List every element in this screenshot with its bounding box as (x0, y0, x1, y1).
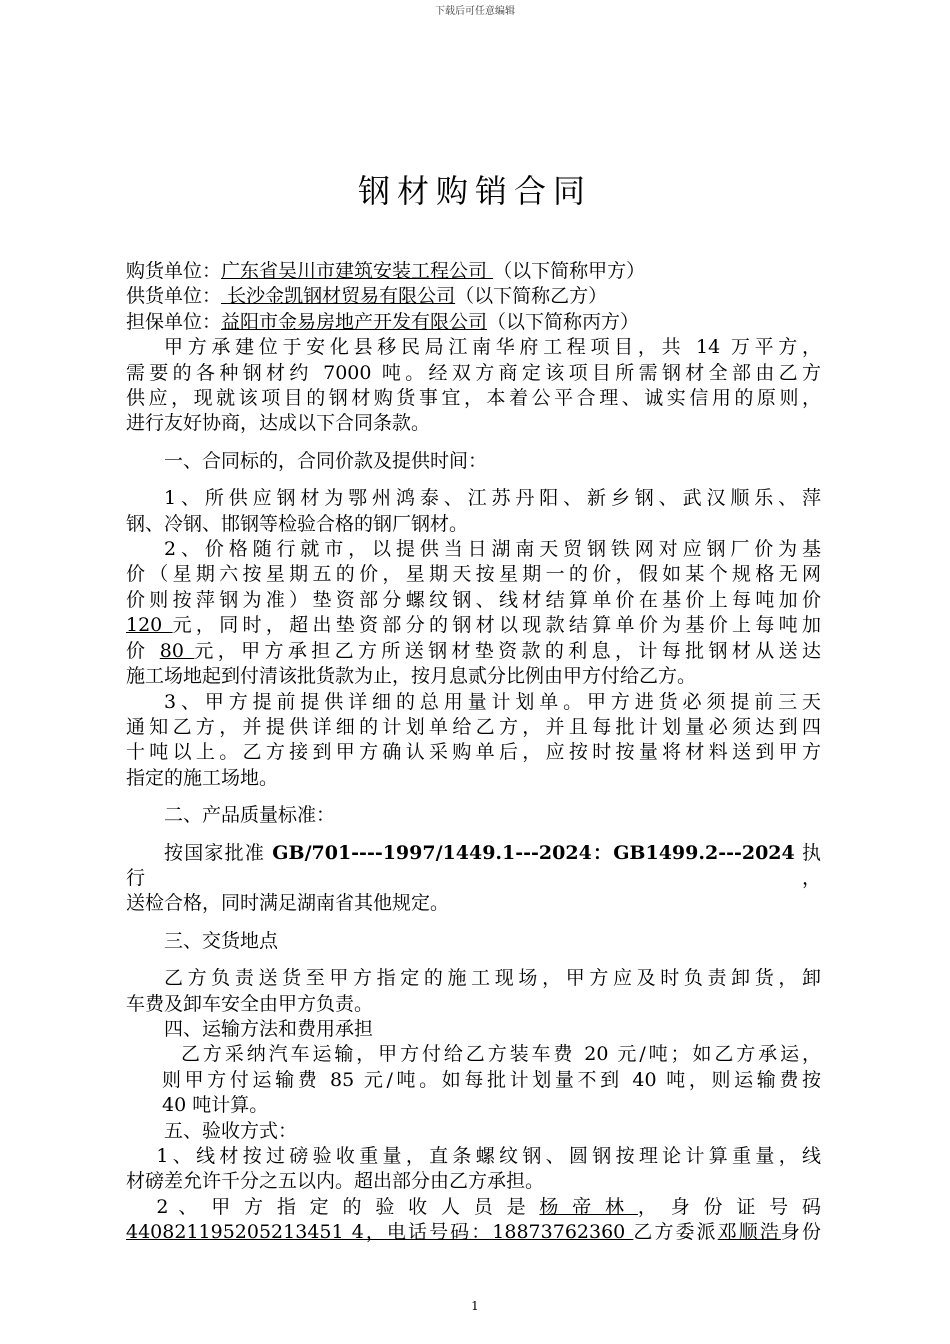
section-4-body (126, 1042, 821, 1118)
s5-p1-line-1: 1、线材按过磅验收重量，直条螺纹钢、圆钢按理论计算重量，线 (156, 1145, 821, 1167)
buyer-line (126, 259, 821, 284)
s5-p2-line-2: 440821195205213451 4，电话号码：18873762360 乙方委派邓顺浩身份 (126, 1221, 821, 1244)
supplier-name: 长沙金凯钢材贸易有限公司 (227, 285, 456, 308)
guarantor-line (126, 310, 821, 335)
quality-standard-code: GB/701----1997/1449.1---2024：GB1499.2---2024 (272, 841, 795, 864)
markup-amount-80: 80 (159, 639, 195, 662)
supplier-label: 供货单位： (126, 285, 222, 308)
document-title: 钢材购销合同 (357, 172, 592, 210)
s4-line-2: 则甲方付运输费 85 元/吨。如每批计划量不到 40 吨，则运输费按 (162, 1068, 821, 1091)
supplier-line (126, 284, 821, 309)
s3-line-2: 车费及卸车安全由甲方负责。 (126, 992, 374, 1015)
s1-p2-line-6: 施工场地起到付清该批货款为止，按月息贰分比例由甲方付给乙方。 (126, 665, 697, 688)
s1-p1-line-2: 钢、冷钢、邯钢等检验合格的钢厂钢材。 (126, 512, 469, 535)
section-2-heading: 二、产品质量标准： (164, 804, 336, 827)
s1-p3-line-1: 3、甲方提前提供详细的总用量计划单。甲方进货必须提前三天 (164, 690, 821, 713)
s1-p2-line-2: 价（星期六按星期五的价，星期天按星期一的价，假如某个规格无网 (126, 563, 821, 586)
s2-line-2: 送检合格，同时满足湖南省其他规定。 (126, 892, 450, 915)
section-1-heading: 一、合同标的，合同价款及提供时间： (164, 449, 488, 472)
guarantor-suffix: （以下简称丙方） (487, 310, 640, 333)
s1-p1-line-1: 1、所供应钢材为鄂州鸿泰、江苏丹阳、新乡钢、武汉顺乐、萍 (164, 487, 821, 510)
markup-amount-120: 120 (126, 614, 173, 637)
s1-p3-line-2: 通知乙方，并提供详细的计划单给乙方，并且每批计划量必须达到四 (126, 715, 821, 738)
section-5-heading: 五、验收方式： (164, 1119, 298, 1142)
s1-p3-line-4: 指定的施工场地。 (126, 766, 279, 789)
s3-line-1: 乙方负责送货至甲方指定的施工现场，甲方应及时负责卸货，卸 (164, 967, 821, 990)
page-number: 1 (471, 1299, 479, 1313)
section-4-heading: 四、运输方法和费用承担 (164, 1017, 374, 1040)
page-header-note: 下载后可任意编辑 (435, 6, 515, 17)
s5-p2-line-1: 2 、 甲 方 指 定 的 验 收 人 员 是 杨 帝 林 ， 身 份 证 号 码 (156, 1195, 821, 1218)
contract-body (126, 259, 821, 1246)
buyer-name: 广东省吴川市建筑安装工程公司 (221, 260, 488, 282)
buyer-label: 购货单位： (126, 260, 222, 282)
guarantor-name: 益阳市金易房地产开发有限公司 (221, 310, 488, 333)
intro-line-3: 供应，现就该项目的钢材购货事宜，本着公平合理、诚实信用的原则， (126, 387, 821, 410)
intro-line-2: 需要的各种钢材约 7000 吨。经双方商定该项目所需钢材全部由乙方 (126, 361, 821, 384)
supplier-suffix: （以下简称乙方） (455, 285, 608, 308)
s5-p1-line-2: 材磅差允许千分之五以内。超出部分由乙方承担。 (126, 1170, 545, 1193)
guarantor-label: 担保单位： (126, 310, 222, 333)
inspector-name: 杨 帝 林 (539, 1195, 638, 1218)
buyer-suffix: （以下简称甲方） (493, 260, 646, 282)
s4-line-3: 40 吨计算。 (162, 1094, 269, 1117)
inspector-id-and-phone: 440821195205213451 4，电话号码：18873762360 (126, 1221, 634, 1244)
intro-line-1: 甲方承建位于安化县移民局江南华府工程项目，共 14 万平方， (164, 336, 821, 359)
s4-line-1: 乙方采纳汽车运输，甲方付给乙方装车费 20 元/吨；如乙方承运， (181, 1043, 821, 1066)
s1-p2-line-3: 价则按萍钢为准）垫资部分螺纹钢、线材结算单价在基价上每吨加价 (126, 588, 821, 611)
supplier-delegate-name: 邓顺浩 (717, 1221, 781, 1244)
s1-p2-line-4: 120 元，同时，超出垫资部分的钢材以现款结算单价为基价上每吨加 (126, 614, 821, 637)
s2-line-1: 按国家批准 GB/701----1997/1449.1---2024：GB1499.2---2024 执行， (126, 841, 821, 889)
section-3-heading: 三、交货地点 (164, 929, 279, 952)
s1-p3-line-3: 十吨以上。乙方接到甲方确认采购单后，应按时按量将材料送到甲方 (126, 741, 821, 764)
s1-p2-line-5: 价 80 元，甲方承担乙方所送钢材垫资款的利息，计每批钢材从送达 (126, 639, 821, 662)
s1-p2-line-1: 2、价格随行就市，以提供当日湖南天贸钢铁网对应钢厂价为基 (164, 538, 821, 561)
intro-line-4: 进行友好协商，达成以下合同条款。 (126, 412, 431, 435)
